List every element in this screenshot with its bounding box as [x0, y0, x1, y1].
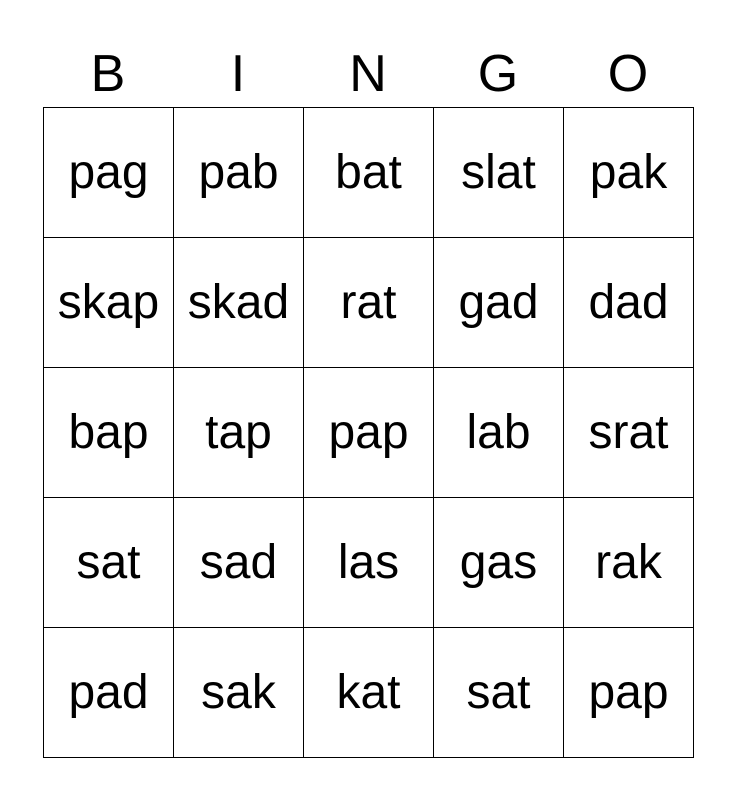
bingo-cell[interactable]: tap	[174, 368, 304, 498]
bingo-cell[interactable]: gad	[434, 238, 564, 368]
header-letter-b: B	[90, 45, 126, 103]
header-letter-g: G	[477, 45, 519, 103]
bingo-cell[interactable]: skap	[44, 238, 174, 368]
bingo-cell[interactable]: bat	[304, 108, 434, 238]
bingo-cell[interactable]: kat	[304, 628, 434, 758]
bingo-cell[interactable]: pad	[44, 628, 174, 758]
header-letter-i: I	[230, 45, 246, 103]
bingo-header	[43, 40, 693, 108]
header-letter-o: O	[607, 45, 649, 103]
bingo-cell[interactable]: sat	[44, 498, 174, 628]
bingo-cell[interactable]: rak	[564, 498, 694, 628]
bingo-cell[interactable]: sat	[434, 628, 564, 758]
header-letter-n: N	[349, 45, 387, 103]
bingo-cell[interactable]: bap	[44, 368, 174, 498]
bingo-cell[interactable]: sak	[174, 628, 304, 758]
bingo-cell[interactable]: pap	[564, 628, 694, 758]
bingo-cell[interactable]: las	[304, 498, 434, 628]
bingo-board	[43, 107, 694, 758]
bingo-cell[interactable]: pap	[304, 368, 434, 498]
bingo-cell[interactable]: lab	[434, 368, 564, 498]
bingo-cell[interactable]: pak	[564, 108, 694, 238]
bingo-cell[interactable]: rat	[304, 238, 434, 368]
bingo-cell[interactable]: gas	[434, 498, 564, 628]
bingo-cell[interactable]: dad	[564, 238, 694, 368]
bingo-cell[interactable]: pab	[174, 108, 304, 238]
bingo-cell[interactable]: sad	[174, 498, 304, 628]
bingo-cell[interactable]: pag	[44, 108, 174, 238]
bingo-cell[interactable]: slat	[434, 108, 564, 238]
bingo-cell[interactable]: skad	[174, 238, 304, 368]
bingo-cell[interactable]: srat	[564, 368, 694, 498]
